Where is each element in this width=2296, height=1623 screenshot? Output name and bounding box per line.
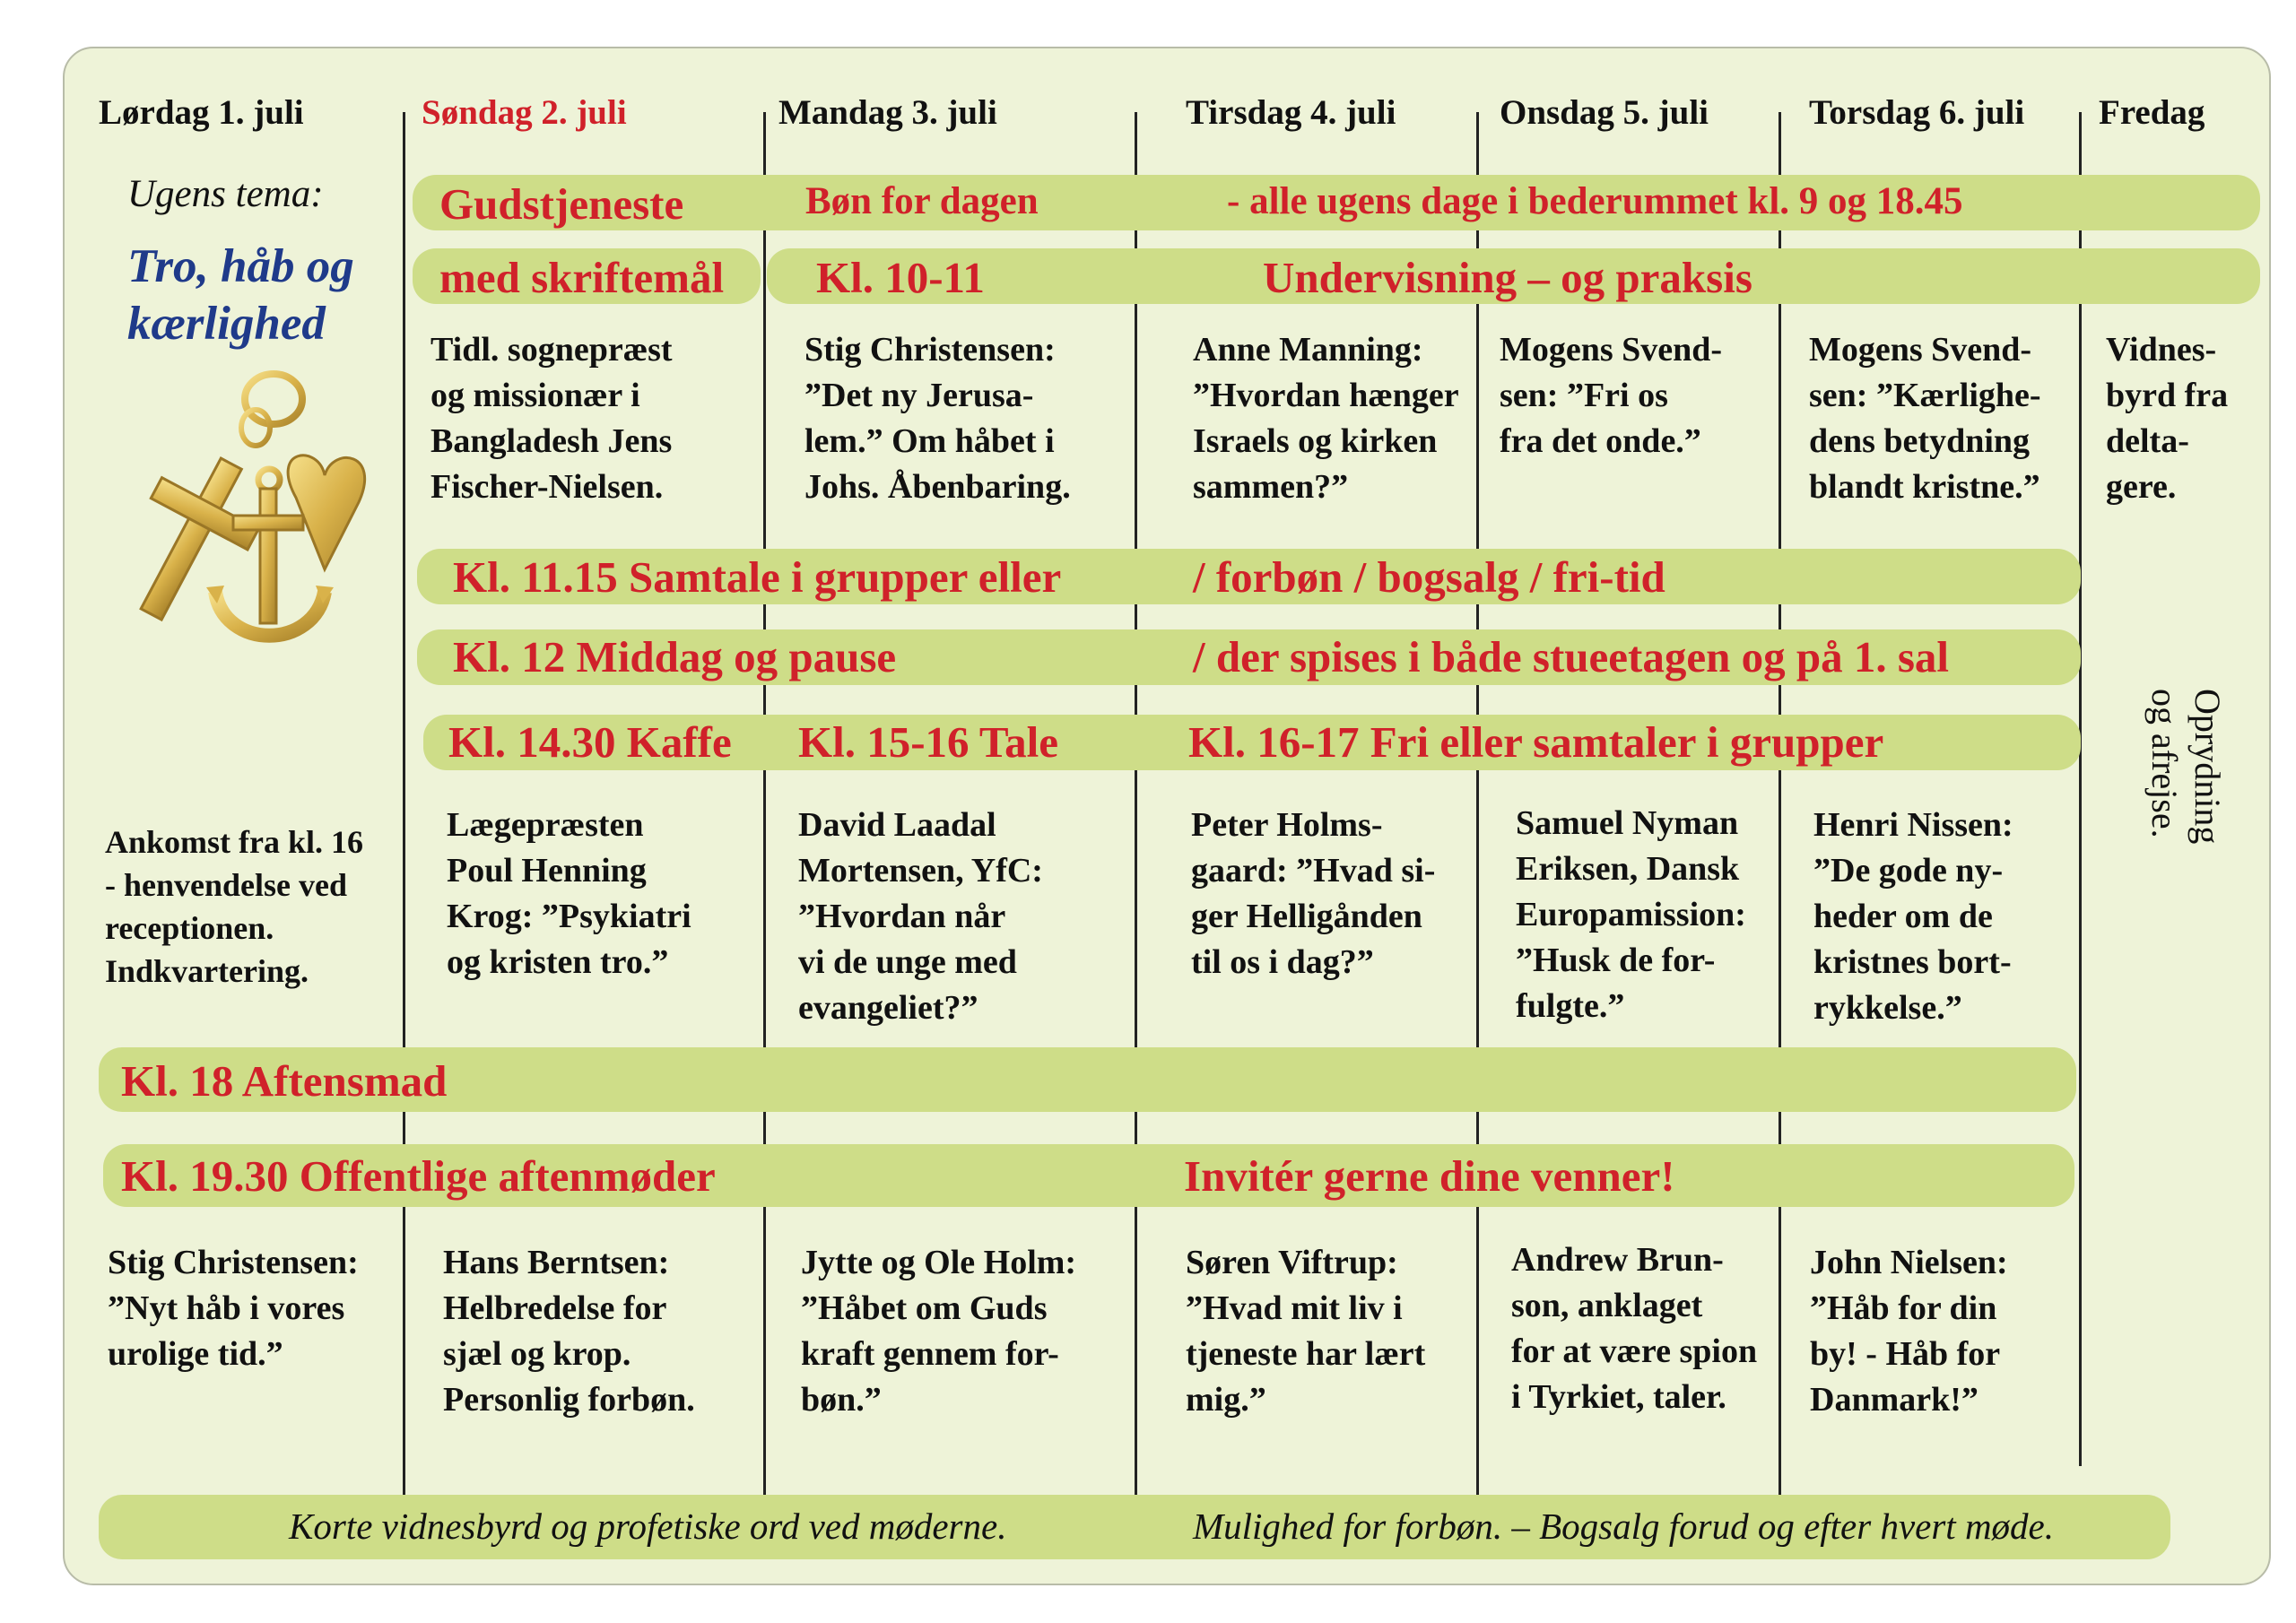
band-text-dinner: Kl. 18 Aftensmad bbox=[121, 1056, 448, 1106]
morning-monday: Stig Christensen: ”Det ny Jerusa- lem.” Om håbet i Johs. Åbenbaring. bbox=[804, 331, 1071, 506]
evening-monday: Jytte og Ole Holm: ”Håbet om Guds kraft gennem for- bøn.” bbox=[801, 1244, 1077, 1419]
column-divider bbox=[2079, 112, 2082, 1466]
band-text-lunch: Kl. 12 Middag og pause bbox=[453, 632, 897, 681]
morning-thursday: Mogens Svend- sen: ”Kærlighe- dens betydning blandt kristne.” bbox=[1809, 331, 2041, 506]
band-text-worship: Gudstjeneste bbox=[439, 179, 684, 229]
column-divider bbox=[1779, 112, 1781, 1497]
band-text-free: Kl. 16-17 Fri eller samtaler i grupper bbox=[1188, 717, 1884, 767]
afternoon-wednesday: Samuel Nyman Eriksen, Dansk Europamission: ”Husk de for- fulgte.” bbox=[1516, 804, 1746, 1025]
evening-thursday: John Nielsen: ”Håb for din by! - Håb for Danmark!” bbox=[1810, 1244, 2008, 1419]
cross-anchor-heart-charm-icon bbox=[90, 363, 386, 668]
band-text-lunch-more: / der spises i både stueetagen og på 1. sal bbox=[1193, 632, 1950, 681]
theme-label: Ugens tema: bbox=[127, 173, 324, 215]
column-divider bbox=[1135, 112, 1137, 1497]
evening-saturday: Stig Christensen: ”Nyt håb i vores urolige tid.” bbox=[108, 1244, 359, 1373]
band-text-teaching: Undervisning – og praksis bbox=[1263, 253, 1752, 302]
day-header-monday: Mandag 3. juli bbox=[778, 93, 997, 132]
column-divider bbox=[403, 112, 405, 1497]
footer-testimonies: Korte vidnesbyrd og profetiske ord ved møderne. bbox=[289, 1506, 1007, 1547]
morning-wednesday: Mogens Svend- sen: ”Fri os fra det onde.” bbox=[1500, 331, 1723, 460]
band-text-talk: Kl. 15-16 Tale bbox=[798, 717, 1058, 767]
band-text-prayer-room: - alle ugens dage i bederummet kl. 9 og 18.45 bbox=[1227, 180, 1963, 222]
afternoon-tuesday: Peter Holms- gaard: ”Hvad si- ger Helligånden til os i dag?” bbox=[1191, 806, 1436, 981]
afternoon-friday-vertical: Oprydning og afrejse. bbox=[2144, 689, 2228, 845]
evening-wednesday: Andrew Brun- son, anklaget for at være spion i Tyrkiet, taler. bbox=[1511, 1241, 1758, 1416]
day-header-tuesday: Tirsdag 4. juli bbox=[1186, 93, 1396, 132]
day-header-saturday: Lørdag 1. juli bbox=[99, 93, 304, 132]
band-text-groups: Kl. 11.15 Samtale i grupper eller bbox=[453, 552, 1062, 602]
theme-title: Tro, håb og kærlighed bbox=[127, 240, 354, 350]
band-text-coffee: Kl. 14.30 Kaffe bbox=[448, 717, 732, 767]
morning-friday: Vidnes- byrd fra delta- gere. bbox=[2106, 331, 2229, 506]
day-header-wednesday: Onsdag 5. juli bbox=[1500, 93, 1709, 132]
afternoon-thursday: Henri Nissen: ”De gode ny- heder om de kristnes bort- rykkelse.” bbox=[1813, 806, 2013, 1027]
footer-prayer-books: Mulighed for forbøn. – Bogsalg forud og efter hvert møde. bbox=[1193, 1506, 2054, 1547]
evening-tuesday: Søren Viftrup: ”Hvad mit liv i tjeneste har lært mig.” bbox=[1186, 1244, 1426, 1419]
day-header-friday: Fredag bbox=[2099, 93, 2205, 132]
column-divider bbox=[763, 112, 766, 1497]
evening-sunday: Hans Berntsen: Helbredelse for sjæl og krop. Personlig forbøn. bbox=[443, 1244, 695, 1419]
day-header-sunday: Søndag 2. juli bbox=[422, 93, 627, 132]
afternoon-saturday: Ankomst fra kl. 16 - henvendelse ved receptionen. Indkvartering. bbox=[105, 824, 364, 989]
band-text-groups-more: / forbøn / bogsalg / fri-tid bbox=[1193, 552, 1665, 602]
morning-tuesday: Anne Manning: ”Hvordan hænger Israels og kirken sammen?” bbox=[1193, 331, 1459, 506]
band-text-invite: Invitér gerne dine venner! bbox=[1184, 1151, 1675, 1201]
morning-sunday: Tidl. sognepræst og missionær i Bangladesh Jens Fischer-Nielsen. bbox=[430, 331, 673, 506]
band-text-prayer: Bøn for dagen bbox=[805, 180, 1039, 222]
afternoon-sunday: Lægepræsten Poul Henning Krog: ”Psykiatri og kristen tro.” bbox=[447, 806, 691, 981]
column-divider bbox=[1476, 112, 1479, 1497]
band-text-confession: med skriftemål bbox=[439, 253, 725, 302]
band-text-time-10: Kl. 10-11 bbox=[816, 253, 985, 302]
afternoon-monday: David Laadal Mortensen, YfC: ”Hvordan når vi de unge med evangeliet?” bbox=[798, 806, 1043, 1027]
day-header-thursday: Torsdag 6. juli bbox=[1809, 93, 2025, 132]
band-text-evening: Kl. 19.30 Offentlige aftenmøder bbox=[121, 1151, 716, 1201]
